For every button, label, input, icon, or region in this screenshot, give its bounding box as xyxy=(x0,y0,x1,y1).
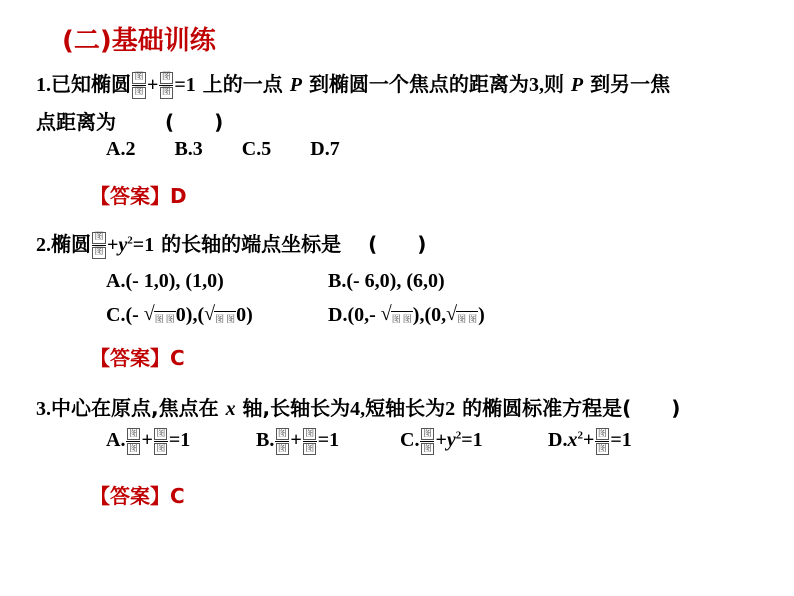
question-2-text: 椭圆 xyxy=(51,232,91,256)
equation-tail: =1 xyxy=(168,429,191,452)
option-d-prefix: D. xyxy=(548,429,568,452)
question-3-option-c xyxy=(400,428,483,455)
question-3-number: 3. xyxy=(36,398,51,420)
answer-paren: ( ) xyxy=(368,232,427,256)
option-c-mid: 0),( xyxy=(175,304,205,326)
plus-sign: + xyxy=(147,74,159,96)
answer-label: 【答案】 xyxy=(90,484,170,508)
answer-paren: ( ) xyxy=(164,110,224,134)
question-2-number: 2. xyxy=(36,234,51,256)
sqrt-placeholder: √ 图 图 xyxy=(446,302,478,325)
option-c-end: 0) xyxy=(236,304,253,326)
exponent: 2 xyxy=(577,429,583,442)
question-2-line-1 xyxy=(36,228,426,259)
plus-sign: + xyxy=(435,429,447,452)
option-d: D.7 xyxy=(310,138,340,160)
answer-label: 【答案】 xyxy=(90,346,170,370)
sqrt-placeholder: √ 图 图 xyxy=(204,302,236,325)
answer-paren: ( ) xyxy=(622,396,681,420)
variable-y: y xyxy=(446,429,456,452)
question-3-text: 中心在原点,焦点在 xyxy=(51,396,219,420)
question-1-options xyxy=(106,138,340,161)
question-2-text-b: 的长轴的端点坐标是 xyxy=(161,232,342,256)
plus-sign: + xyxy=(290,429,302,452)
question-3-option-d xyxy=(548,428,632,455)
option-d-mid: ),(0, xyxy=(412,304,447,326)
equation-tail: =1 xyxy=(610,429,632,452)
section-title: (二)基础训练 xyxy=(62,26,216,56)
exponent: 2 xyxy=(127,234,133,247)
question-1-line-2-text: 点距离为 xyxy=(36,110,116,134)
sqrt-placeholder: √ 图 图 xyxy=(380,302,412,325)
exponent: 2 xyxy=(455,429,462,442)
question-3-text-b: 轴,长轴长为 xyxy=(242,396,351,420)
question-3-option-a xyxy=(106,428,190,455)
answer-2 xyxy=(90,342,185,371)
answer-label: 【答案】 xyxy=(90,184,170,208)
answer-value: D xyxy=(170,184,187,208)
fraction-image-placeholder: $\frac{\text{图}}{\text{图}}$ xyxy=(275,428,289,455)
plus-sign: + xyxy=(141,429,153,452)
question-1-text: 已知椭圆 xyxy=(51,72,131,96)
equation-tail: =1 xyxy=(317,429,340,452)
question-2-option-d xyxy=(328,304,485,328)
option-c-prefix: C.(- xyxy=(106,304,139,326)
sqrt-placeholder: √ 图 图 xyxy=(143,302,175,325)
question-1-text-e: 到另一焦 xyxy=(590,72,671,96)
plus-sign: + xyxy=(582,429,595,452)
question-3-line-1 xyxy=(36,392,680,421)
fraction-image-placeholder: $\frac{\text{图}}{\text{图}}$ xyxy=(126,428,140,455)
option-b-prefix: B. xyxy=(256,429,275,452)
short-axis-value: 2 xyxy=(445,398,456,420)
variable-x: x xyxy=(225,398,236,420)
fraction-image-placeholder: $\frac{\text{图}}{\text{图}}$ xyxy=(420,428,434,455)
option-c: C.5 xyxy=(241,138,272,160)
answer-1 xyxy=(90,180,187,209)
question-3-text-d: 的椭圆标准方程是 xyxy=(462,396,623,420)
question-1-number: 1. xyxy=(36,74,51,96)
fraction-image-placeholder: $\frac{\text{图}}{\text{图}}$ xyxy=(92,232,106,259)
fraction-image-placeholder: $\frac{\text{图}}{\text{图}}$ xyxy=(154,428,168,455)
question-2-option-b: B.(- 6,0), (6,0) xyxy=(328,270,445,292)
option-d-prefix: D.(0,- xyxy=(328,304,376,326)
question-1-line-2 xyxy=(36,106,223,135)
distance-value: 3, xyxy=(528,74,544,96)
fraction-image-placeholder: $\frac{\text{图}}{\text{图}}$ xyxy=(159,72,173,99)
plus-sign: + xyxy=(107,234,119,256)
question-2-option-c xyxy=(106,304,253,328)
variable-x: x xyxy=(567,429,578,452)
equation-tail: =1 xyxy=(461,429,483,452)
option-c-prefix: C. xyxy=(400,429,420,452)
option-a: A.2 xyxy=(106,138,136,160)
answer-value: C xyxy=(170,484,185,508)
long-axis-value: 4, xyxy=(350,398,366,420)
answer-value: C xyxy=(170,346,185,370)
question-3-text-c: 短轴长为 xyxy=(365,396,446,420)
equation-tail: =1 xyxy=(174,74,196,96)
variable-p: P xyxy=(570,74,584,96)
answer-3 xyxy=(90,480,185,509)
option-a-prefix: A. xyxy=(106,429,126,452)
option-b: B.3 xyxy=(174,138,203,160)
variable-p: P xyxy=(289,74,302,96)
question-1-line-1 xyxy=(36,68,670,99)
equation-tail: =1 xyxy=(132,234,155,256)
question-2-option-a: A.(- 1,0), (1,0) xyxy=(106,270,224,292)
variable-y: y xyxy=(118,234,128,256)
fraction-image-placeholder: $\frac{\text{图}}{\text{图}}$ xyxy=(595,428,609,455)
fraction-image-placeholder: $\frac{\text{图}}{\text{图}}$ xyxy=(303,428,317,455)
question-3-option-b xyxy=(256,428,339,455)
fraction-image-placeholder: $\frac{\text{图}}{\text{图}}$ xyxy=(132,72,146,99)
question-1-text-c: 到椭圆一个焦点的距离为 xyxy=(308,72,529,96)
question-1-text-d: 则 xyxy=(543,72,564,96)
question-1-text-b: 上的一点 xyxy=(202,72,283,96)
option-d-end: ) xyxy=(478,304,485,326)
